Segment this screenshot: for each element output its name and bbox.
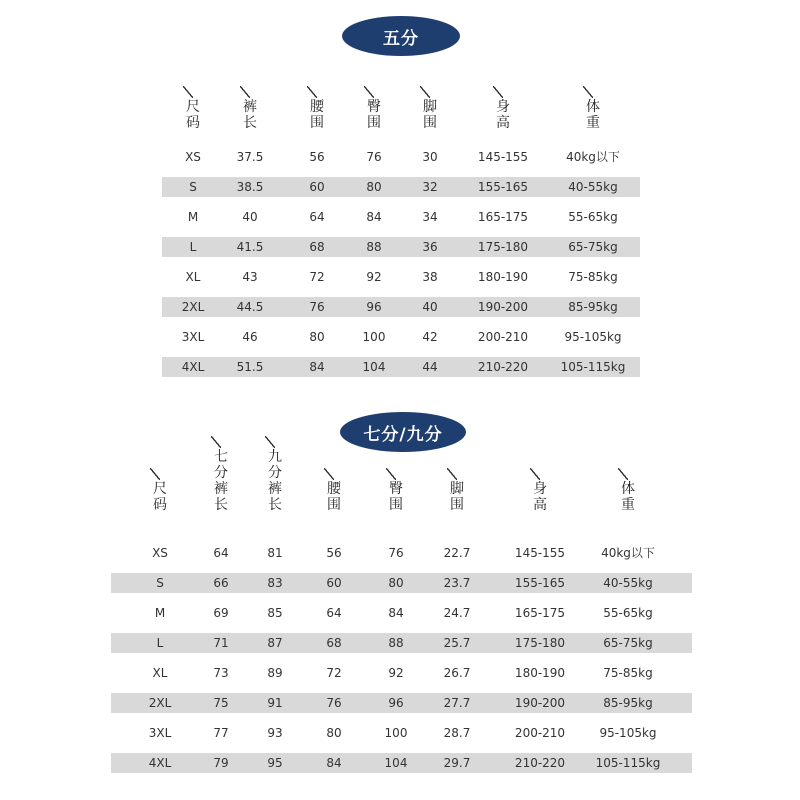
column-header [583,86,603,131]
table-cell: 34 [422,210,438,224]
column-header [386,468,406,513]
table-cell: 75 [213,696,229,710]
size-cell: XL [185,270,201,284]
header-slash-mark [150,468,160,480]
column-header-label: 体重 [621,481,635,513]
table-cell: 32 [422,180,438,194]
column-header-label: 裤长 [243,99,257,131]
table-cell: 95-105kg [564,330,622,344]
column-header-label: 脚围 [450,481,464,513]
table-cell: 190-200 [514,696,566,710]
table-cell: 75-85kg [603,666,653,680]
size-cell: XS [185,150,201,164]
table-cell: 42 [422,330,438,344]
table-cell: 27.7 [443,696,471,710]
header-slash-mark [530,468,540,480]
table-row [111,753,692,773]
table-cell: 64 [213,546,229,560]
size-cell: 4XL [181,360,205,374]
column-header-label: 身高 [533,481,547,513]
table-cell: 81 [267,546,283,560]
table-cell: 38 [422,270,438,284]
table-cell: 44.5 [236,300,264,314]
table-cell: 22.7 [443,546,471,560]
table-cell: 84 [326,756,342,770]
table-cell: 76 [388,546,404,560]
table-cell: 72 [309,270,325,284]
table-cell: 69 [213,606,229,620]
table-row [111,543,692,563]
table-cell: 30 [422,150,438,164]
table-cell: 64 [326,606,342,620]
size-cell: XL [152,666,168,680]
column-header [307,86,327,131]
table-cell: 155-165 [477,180,529,194]
table-cell: 85-95kg [603,696,653,710]
table-cell: 40 [242,210,258,224]
table-cell: 65-75kg [603,636,653,650]
table-cell: 104 [384,756,408,770]
table-cell: 38.5 [236,180,264,194]
table-cell: 66 [213,576,229,590]
table-cell: 96 [388,696,404,710]
header-slash-mark [211,436,221,448]
table-cell: 84 [388,606,404,620]
table-cell: 40kg以下 [566,150,620,164]
table-cell: 145-155 [477,150,529,164]
table-cell: 88 [388,636,404,650]
table-row [162,177,640,197]
table-cell: 40kg以下 [601,546,655,560]
table-cell: 175-180 [514,636,566,650]
table-cell: 89 [267,666,283,680]
table-cell: 95 [267,756,283,770]
table-row [111,633,692,653]
table-cell: 210-220 [514,756,566,770]
table-cell: 180-190 [477,270,529,284]
column-header [420,86,440,131]
table-cell: 51.5 [236,360,264,374]
table-cell: 105-115kg [560,360,626,374]
size-cell: S [156,576,164,590]
table-cell: 23.7 [443,576,471,590]
table-cell: 28.7 [443,726,471,740]
column-header-label: 腰围 [310,99,324,131]
header-slash-mark [618,468,628,480]
size-cell: M [187,210,199,224]
size-cell: 3XL [181,330,205,344]
table-cell: 25.7 [443,636,471,650]
table-cell: 76 [309,300,325,314]
table-cell: 200-210 [514,726,566,740]
table-cell: 84 [366,210,382,224]
table-cell: 145-155 [514,546,566,560]
table-cell: 76 [366,150,382,164]
table-cell: 60 [326,576,342,590]
column-header-label: 臀围 [389,481,403,513]
header-slash-mark [386,468,396,480]
column-header [530,468,550,513]
table-cell: 29.7 [443,756,471,770]
table-cell: 80 [309,330,325,344]
column-header [447,468,467,513]
table-row [162,297,640,317]
table-row [111,663,692,683]
table-cell: 93 [267,726,283,740]
table-cell: 155-165 [514,576,566,590]
table-cell: 40-55kg [603,576,653,590]
table-cell: 36 [422,240,438,254]
table-row [111,723,692,743]
table-cell: 92 [366,270,382,284]
header-slash-mark [420,86,430,98]
table-cell: 77 [213,726,229,740]
table-cell: 200-210 [477,330,529,344]
table-cell: 80 [388,576,404,590]
table-cell: 56 [326,546,342,560]
header-slash-mark [493,86,503,98]
table-cell: 26.7 [443,666,471,680]
table-cell: 100 [362,330,386,344]
column-header [183,86,203,131]
table-cell: 180-190 [514,666,566,680]
table-cell: 71 [213,636,229,650]
table-cell: 75-85kg [568,270,618,284]
table-cell: 83 [267,576,283,590]
table-cell: 43 [242,270,258,284]
table-cell: 105-115kg [595,756,661,770]
table-cell: 80 [366,180,382,194]
size-cell: M [154,606,166,620]
table-cell: 165-175 [477,210,529,224]
section-title-five: 五分 [342,16,460,56]
table-cell: 85 [267,606,283,620]
size-cell: XS [152,546,168,560]
table-row [162,267,640,287]
header-slash-mark [583,86,593,98]
table-row [162,237,640,257]
table-cell: 40 [422,300,438,314]
header-slash-mark [183,86,193,98]
column-header [211,436,231,513]
size-cell: 2XL [181,300,205,314]
table-cell: 95-105kg [599,726,657,740]
table-row [111,603,692,623]
table-row [162,207,640,227]
table-cell: 85-95kg [568,300,618,314]
table-cell: 100 [384,726,408,740]
table-cell: 56 [309,150,325,164]
header-slash-mark [307,86,317,98]
table-cell: 92 [388,666,404,680]
column-header-label: 九分裤长 [268,449,282,513]
header-slash-mark [447,468,457,480]
table-row [162,357,640,377]
table-cell: 68 [309,240,325,254]
header-slash-mark [364,86,374,98]
table-cell: 73 [213,666,229,680]
table-cell: 41.5 [236,240,264,254]
table-cell: 72 [326,666,342,680]
table-cell: 84 [309,360,325,374]
size-cell: 2XL [148,696,172,710]
table-cell: 190-200 [477,300,529,314]
column-header [324,468,344,513]
table-cell: 80 [326,726,342,740]
column-header [240,86,260,131]
size-cell: S [189,180,197,194]
size-cell: 4XL [148,756,172,770]
table-cell: 65-75kg [568,240,618,254]
header-slash-mark [240,86,250,98]
table-cell: 96 [366,300,382,314]
column-header-label: 臀围 [367,99,381,131]
table-row [111,693,692,713]
table-cell: 87 [267,636,283,650]
column-header [618,468,638,513]
table-cell: 104 [362,360,386,374]
size-cell: L [156,636,164,650]
table-cell: 64 [309,210,325,224]
column-header-label: 体重 [586,99,600,131]
column-header-label: 腰围 [327,481,341,513]
table-cell: 24.7 [443,606,471,620]
table-cell: 55-65kg [568,210,618,224]
column-header [150,468,170,513]
table-cell: 37.5 [236,150,264,164]
table-cell: 175-180 [477,240,529,254]
table-row [162,327,640,347]
table-cell: 165-175 [514,606,566,620]
table-row [162,147,640,167]
table-cell: 60 [309,180,325,194]
header-slash-mark [324,468,334,480]
table-cell: 40-55kg [568,180,618,194]
column-header [364,86,384,131]
table-cell: 46 [242,330,258,344]
header-slash-mark [265,436,275,448]
column-header-label: 身高 [496,99,510,131]
table-cell: 44 [422,360,438,374]
column-header-label: 尺码 [153,481,167,513]
section-title-seven: 七分/九分 [340,412,466,452]
table-cell: 68 [326,636,342,650]
table-cell: 91 [267,696,283,710]
column-header-label: 尺码 [186,99,200,131]
size-cell: L [189,240,197,254]
column-header-label: 七分裤长 [214,449,228,513]
table-cell: 88 [366,240,382,254]
column-header-label: 脚围 [423,99,437,131]
column-header [265,436,285,513]
table-cell: 76 [326,696,342,710]
size-cell: 3XL [148,726,172,740]
table-cell: 79 [213,756,229,770]
table-cell: 210-220 [477,360,529,374]
table-cell: 55-65kg [603,606,653,620]
column-header [493,86,513,131]
table-row [111,573,692,593]
